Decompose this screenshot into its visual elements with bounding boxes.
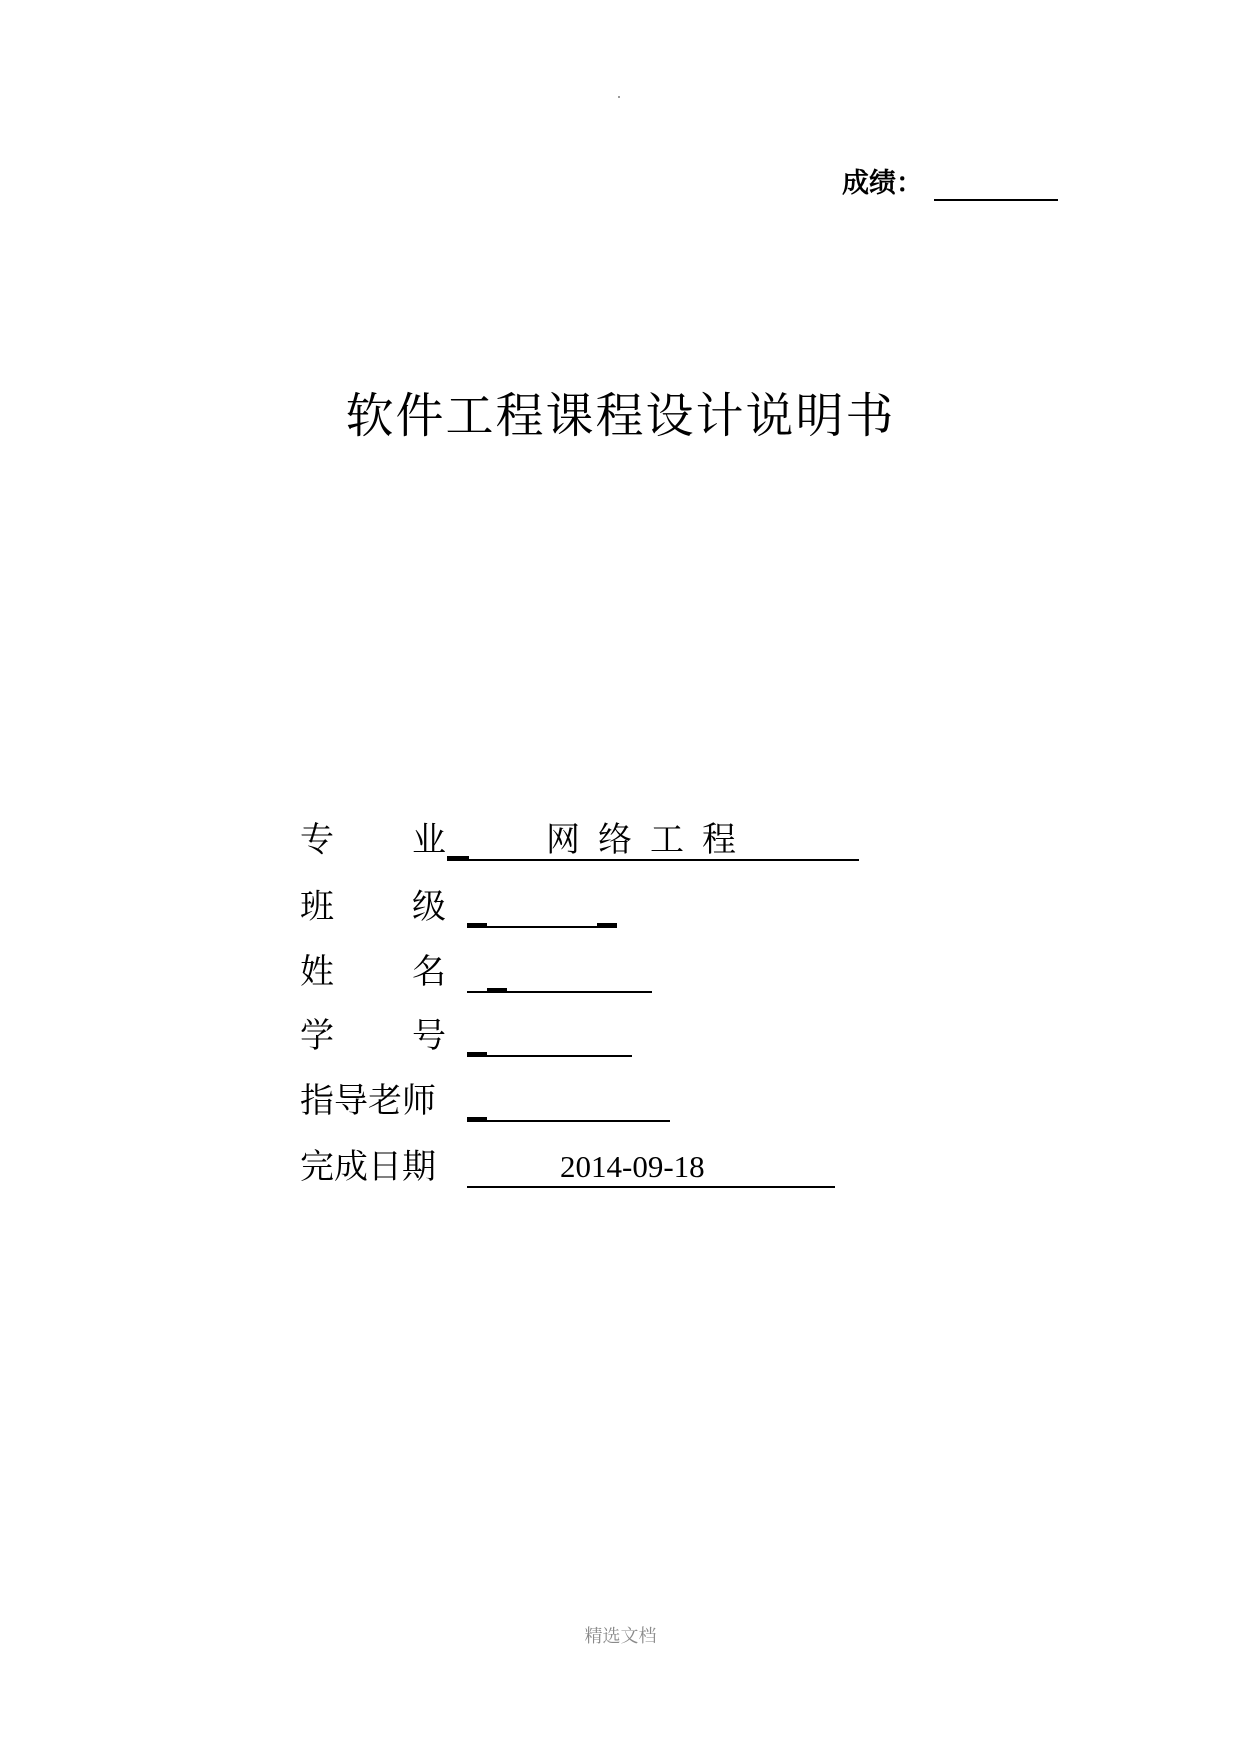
major-underline-mark <box>447 856 469 861</box>
major-label-char-2: 业 <box>412 820 446 860</box>
advisor-underline-mark <box>467 1117 487 1122</box>
class-underline-mark-right <box>597 923 617 928</box>
name-row <box>0 948 1241 996</box>
completion-date-row <box>0 1143 1241 1191</box>
major-label <box>300 816 450 864</box>
name-label-char-2: 名 <box>412 952 446 992</box>
major-value: 网络工程 <box>546 820 754 860</box>
student-id-label-char-1: 学 <box>300 1016 334 1056</box>
student-id-label <box>300 1012 450 1060</box>
major-label-char-1: 专 <box>300 820 334 860</box>
advisor-label: 指导老师 <box>300 1081 436 1121</box>
class-underline[interactable] <box>487 926 597 928</box>
name-label <box>300 948 450 996</box>
class-row <box>0 883 1241 931</box>
student-id-row <box>0 1012 1241 1060</box>
class-label <box>300 883 450 931</box>
class-label-char-1: 班 <box>300 887 334 927</box>
major-row <box>0 816 1241 864</box>
class-underline-mark-left <box>467 923 487 928</box>
student-id-label-char-2: 号 <box>412 1016 446 1056</box>
advisor-row <box>0 1077 1241 1125</box>
class-label-char-2: 级 <box>412 887 446 927</box>
name-label-char-1: 姓 <box>300 952 334 992</box>
completion-date-value: 2014-09-18 <box>560 1149 705 1184</box>
name-underline-start <box>467 991 487 993</box>
header-dot <box>618 96 620 98</box>
completion-date-label: 完成日期 <box>300 1147 436 1187</box>
name-underline-mark <box>487 988 507 993</box>
grade-field <box>842 166 923 202</box>
grade-label: 成绩： <box>842 168 923 199</box>
student-id-underline-mark <box>467 1052 487 1057</box>
document-title: 软件工程课程设计说明书 <box>345 388 896 444</box>
footer-text: 精选文档 <box>584 1626 657 1647</box>
grade-underline[interactable] <box>934 199 1058 201</box>
student-id-underline[interactable] <box>487 1055 632 1057</box>
name-underline[interactable] <box>507 991 652 993</box>
advisor-underline[interactable] <box>487 1120 670 1122</box>
